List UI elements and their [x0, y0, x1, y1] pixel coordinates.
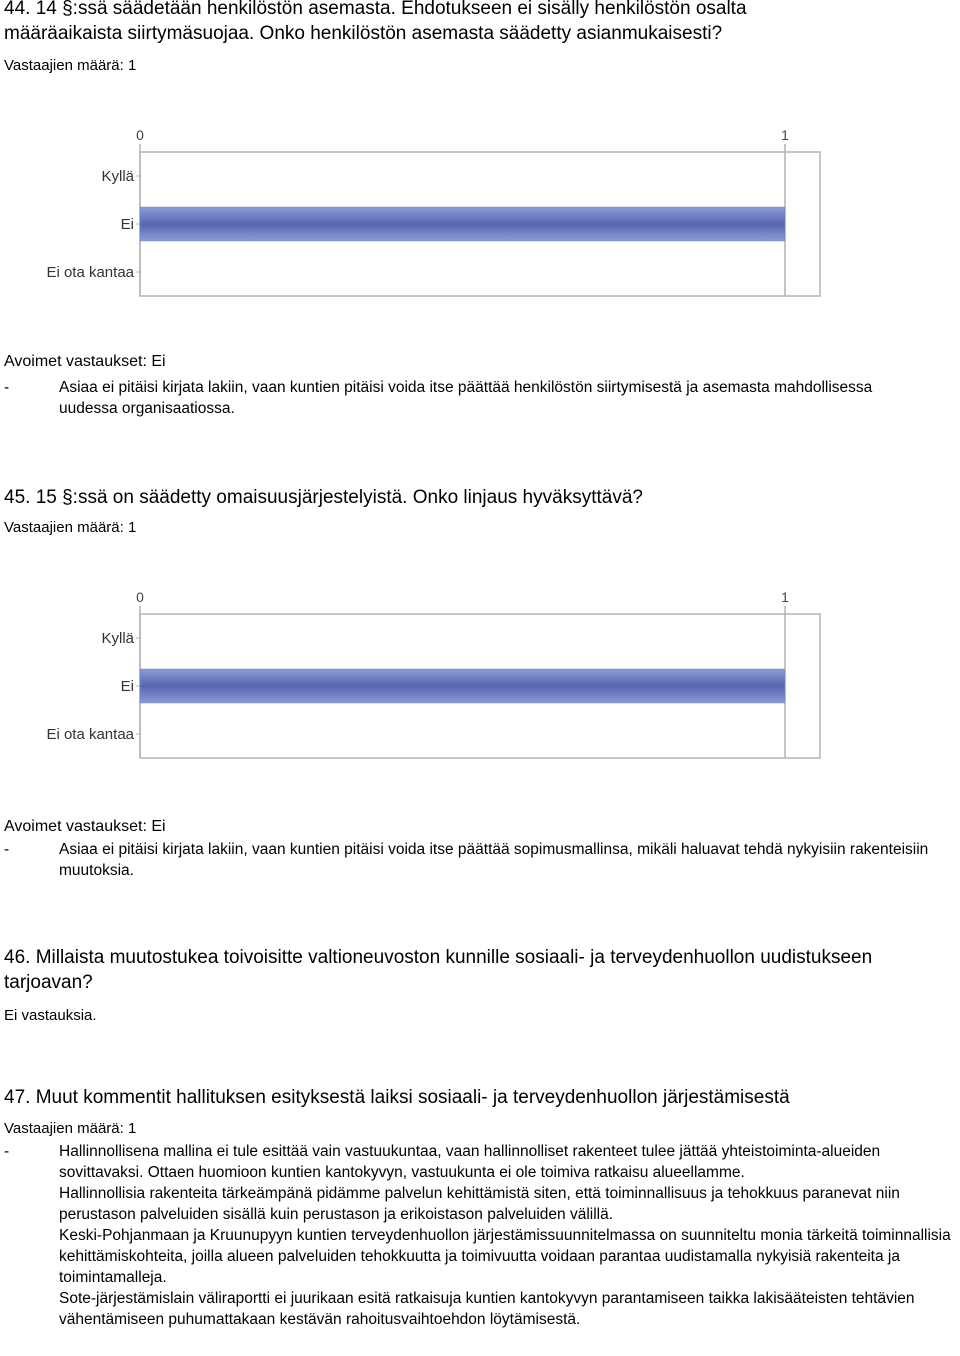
question-47-title: 47. Muut kommentit hallituksen esityksestä laiksi sosiaali- ja terveydenhuollon järjestämisestä	[4, 1087, 790, 1108]
open-answer	[4, 1141, 956, 1330]
question-46-title: 46. Millaista muutostukea toivoisitte valtioneuvoston kunnille sosiaali- ja terveydenhuollon uudistukseen tarjoavan?	[4, 947, 873, 993]
tick-label: 0	[136, 127, 144, 143]
category-label: Ei	[120, 216, 134, 233]
question-45-title: 45. 15 §:ssä on säädetty omaisuusjärjestelyistä. Onko linjaus hyväksyttävä?	[4, 487, 643, 508]
respondent-count: Vastaajien määrä: 1	[4, 519, 137, 536]
answer-dash: -	[4, 841, 10, 858]
bar-ei	[140, 207, 785, 241]
question-44-title-line1: 44. 14 §:ssä säädetään henkilöstön asemasta. Ehdotukseen ei sisälly henkilöstön osalta	[4, 0, 747, 19]
respondent-count: Vastaajien määrä: 1	[4, 1120, 137, 1137]
answer-dash: -	[4, 379, 10, 396]
answer-text: Asiaa ei pitäisi kirjata lakiin, vaan kuntien pitäisi voida itse päättää sopimusmallinsa, mikäli haluavat tehdä nykyisiin rakenteisiin muutoksia.	[59, 841, 929, 879]
answer-paragraph: Keski-Pohjanmaan ja Kruunupyyn kuntien terveydenhuollon järjestämissuunnitelmassa on suunniteltu monia tärkeitä toiminnallisia kehittämiskohteita, joilla alueen palveluiden tehokkuutta ja toimivuutta voidaan parantaa uudistamalla nykyisiä rakenteita ja toimintamalleja.	[59, 1227, 951, 1286]
open-answers-heading: Avoimet vastaukset: Ei	[4, 353, 166, 370]
category-label: Ei ota kantaa	[46, 264, 134, 281]
answer-paragraph: Hallinnollisia rakenteita tärkeämpänä pidämme palvelun kehittämistä siten, että toiminnallisuus ja tehokkuus paranevat niin perustason palveluiden sisällä kuin perustason ja erikoistason palveluiden välillä.	[59, 1185, 900, 1223]
tick-label: 1	[781, 127, 789, 143]
answer-paragraph: Sote-järjestämislain väliraportti ei juurikaan esitä ratkaisuja kuntien kantokyvyn parantamiseen taikka lakisääteisten tehtävien vähentämiseen puhumattakaan kestävän rahoitusvaihtoehdon löytämisestä.	[59, 1290, 915, 1328]
tick-label: 0	[136, 589, 144, 605]
category-label: Ei ota kantaa	[46, 726, 134, 743]
answer-text: Asiaa ei pitäisi kirjata lakiin, vaan kuntien pitäisi voida itse päättää henkilöstön siirtymisestä ja asemasta mahdollisessa uudessa organisaatiossa.	[59, 379, 873, 417]
no-answers-text: Ei vastauksia.	[4, 1007, 97, 1024]
bar-chart-q44	[0, 118, 860, 308]
question-44-title-line2: määräaikaista siirtymäsuojaa. Onko henkilöstön asemasta säädetty asianmukaisesti?	[4, 23, 723, 44]
category-label: Kyllä	[101, 630, 134, 647]
bar-ei	[140, 669, 785, 703]
open-answer	[4, 377, 956, 419]
answer-dash: -	[4, 1143, 10, 1160]
answer-paragraph: Hallinnollisena mallina ei tule esittää vain vastuukuntaa, vaan hallinnolliset rakenteet tulee jättää yhteistoiminta-alueiden sovittavaksi. Ottaen huomioon kuntien kantokyvyn, vastuukunta ei ole toimiva ratkaisu alueellamme.	[59, 1143, 881, 1181]
bar-chart-q45	[0, 580, 860, 770]
category-label: Ei	[120, 678, 134, 695]
open-answer	[4, 839, 956, 881]
category-label: Kyllä	[101, 168, 134, 185]
open-answers-heading: Avoimet vastaukset: Ei	[4, 818, 166, 835]
respondent-count: Vastaajien määrä: 1	[4, 57, 137, 74]
question-44-title	[4, 0, 954, 46]
tick-label: 1	[781, 589, 789, 605]
